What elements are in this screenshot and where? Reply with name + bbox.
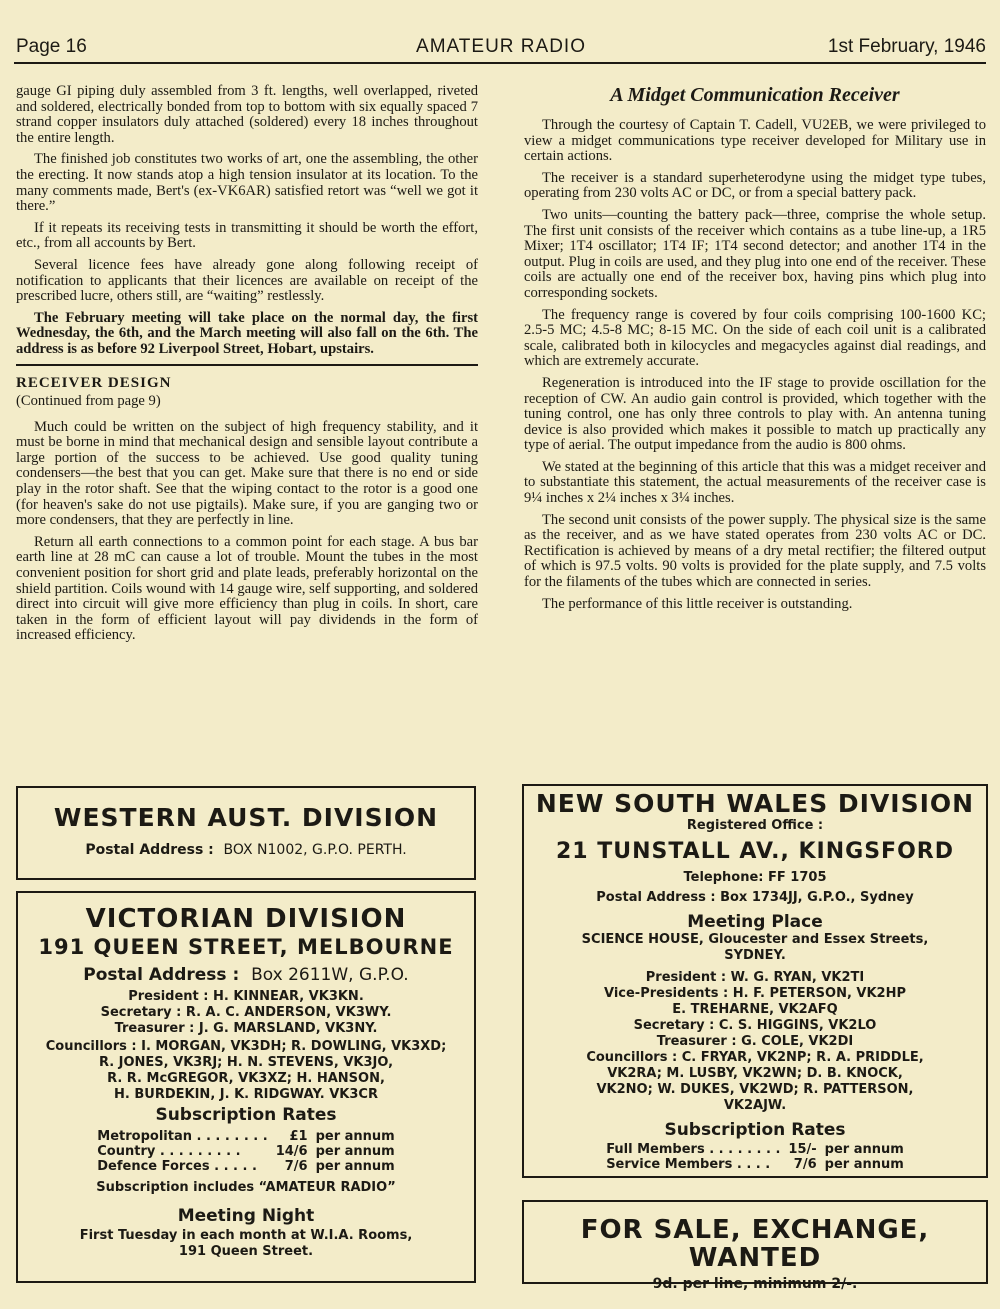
nsw-division-box bbox=[522, 784, 988, 1178]
section-divider bbox=[16, 364, 478, 366]
victorian-division-box bbox=[16, 891, 476, 1283]
telephone: Telephone: FF 1705 bbox=[683, 870, 827, 885]
paragraph: We stated at the beginning of this article that this was a midget receiver and to substantiate this statement, the actual measurements of the receiver case is 9¼ inches x 2¼ inches x 3¼ inches. bbox=[524, 458, 986, 507]
postal-address: Postal Address : Box 1734JJ, G.P.O., Sydney bbox=[596, 890, 914, 905]
president: President : W. G. RYAN, VK2TI bbox=[645, 970, 865, 985]
rate-value: 14/6 bbox=[275, 1144, 308, 1159]
subscription-heading: Subscription Rates bbox=[155, 1105, 337, 1125]
paragraph: Two units—counting the battery pack—three, comprise the whole setup. The first unit consists of the receiver which contains as a tube line-up, a 1R5 Mixer; 1T4 oscillator; 1T4 IF; 1T4 second detector; and another 1T4 in the output. Plug in coils are used, and they plug into one end of the receiver. These coils are actually one end of the receiver box, having pins which plug into corresponding sockets. bbox=[524, 206, 986, 301]
secretary: Secretary : C. S. HIGGINS, VK2LO bbox=[633, 1018, 877, 1033]
postal-label: Postal Address : bbox=[85, 842, 214, 858]
treasurer: Treasurer : J. G. MARSLAND, VK3NY. bbox=[114, 1021, 378, 1036]
councillors: H. BURDEKIN, J. K. RIDGWAY. VK3CR bbox=[114, 1087, 378, 1102]
paragraph: The receiver is a standard superheterodyne using the midget type tubes, operating from 230 volts AC or DC, or from a special battery pack. bbox=[524, 169, 986, 202]
vice-presidents: Vice-Presidents : H. F. PETERSON, VK2HP bbox=[603, 986, 907, 1001]
header-rule bbox=[14, 62, 986, 64]
councillors: Councillors : I. MORGAN, VK3DH; R. DOWLING, VK3XD; bbox=[45, 1039, 447, 1054]
division-title: VICTORIAN DIVISION bbox=[85, 904, 407, 934]
rate-row bbox=[93, 1144, 398, 1159]
councillors: R. R. McGREGOR, VK3XZ; H. HANSON, bbox=[107, 1071, 385, 1086]
rate-label: Service Members . . . . bbox=[606, 1157, 771, 1172]
postal-address bbox=[18, 842, 474, 858]
postal-address bbox=[18, 965, 474, 985]
for-sale-box bbox=[522, 1200, 988, 1292]
rate-value: £1 bbox=[289, 1129, 308, 1144]
postal-value: Box 2611W, G.P.O. bbox=[251, 965, 409, 985]
rate-label: Metropolitan . . . . . . . . bbox=[97, 1129, 268, 1144]
division-title: WESTERN AUST. DIVISION bbox=[53, 803, 439, 832]
vice-presidents: E. TREHARNE, VK2AFQ bbox=[672, 1002, 838, 1017]
councillors: Councillors : C. FRYAR, VK2NP; R. A. PRIDDLE, bbox=[586, 1050, 924, 1065]
section-heading: RECEIVER DESIGN bbox=[16, 374, 172, 391]
page-number: Page 16 bbox=[16, 36, 87, 57]
rate-unit: per annum bbox=[315, 1144, 395, 1159]
president: President : H. KINNEAR, VK3KN. bbox=[128, 989, 364, 1004]
rate-row bbox=[93, 1159, 398, 1174]
meeting-heading: Meeting Place bbox=[687, 912, 823, 932]
subscription-rates-table bbox=[93, 1129, 398, 1174]
rate-unit: per annum bbox=[824, 1157, 904, 1172]
secretary: Secretary : R. A. C. ANDERSON, VK3WY. bbox=[100, 1005, 392, 1020]
paragraph: Several licence fees have already gone along following receipt of notification to applicants that their licences are available on receipt of the prescribed lucre, others still, are “waiting” restlessly. bbox=[16, 256, 478, 305]
councillors: R. JONES, VK3RJ; H. N. STEVENS, VK3JO, bbox=[98, 1055, 394, 1070]
councillors: VK2RA; M. LUSBY, VK2WN; D. B. KNOCK, bbox=[607, 1066, 903, 1081]
councillors: VK2NO; W. DUKES, VK2WD; R. PATTERSON, bbox=[596, 1082, 914, 1097]
rate-label: Full Members . . . . . . . . bbox=[606, 1142, 781, 1157]
issue-date: 1st February, 1946 bbox=[827, 36, 986, 57]
division-street: 191 QUEEN STREET, MELBOURNE bbox=[38, 935, 454, 959]
subscription-includes: Subscription includes “AMATEUR RADIO” bbox=[96, 1180, 396, 1195]
classifieds-title: FOR SALE, EXCHANGE, WANTED bbox=[580, 1215, 930, 1273]
postal-label: Postal Address : bbox=[83, 965, 240, 985]
registered-office-label: Registered Office : bbox=[686, 818, 824, 833]
division-title: NEW SOUTH WALES DIVISION bbox=[535, 789, 975, 818]
paragraph: Much could be written on the subject of high frequency stability, and it must be borne in mind that mechanical design and sensible layout contribute a large portion of the success to be achieved. Use good quality tuning condensers—the best that you can get. Make sure that there is no end or side play in the rotor shaft. See that the wiping contact to the rotor is a good one (for heaven's sake do not use pigtails). Make sure, if you are ganging two or more condensers, that they are perfectly in line. bbox=[16, 418, 478, 529]
right-column bbox=[524, 84, 986, 618]
meeting-notice: The February meeting will take place on the normal day, the first Wednesday, the 6th, and the March meeting will also fall on the 6th. The address is as before 92 Liverpool Street, Hobart, upstairs. bbox=[16, 309, 478, 357]
meeting-info: First Tuesday in each month at W.I.A. Rooms, bbox=[79, 1228, 413, 1243]
meeting-heading: Meeting Night bbox=[177, 1206, 315, 1226]
meeting-info: SYDNEY. bbox=[724, 948, 786, 963]
paragraph: Return all earth connections to a common point for each stage. A bus bar earth line at 28 mC can cause a lot of trouble. Mount the tubes in the most convenient position for short grid and plate leads, preferably horizontal on the shield partition. Coils wound with 14 gauge wire, self supporting, and soldered direct into circuit will give more efficiency than plug in coils. In short, care taken in the form of efficient layout will pay dividends in the form of increased efficiency. bbox=[16, 533, 478, 644]
office-address: 21 TUNSTALL AV., KINGSFORD bbox=[555, 839, 954, 864]
rate-row bbox=[93, 1129, 398, 1144]
classifieds-rate: 9d. per line, minimum 2/-. bbox=[652, 1276, 858, 1292]
treasurer: Treasurer : G. COLE, VK2DI bbox=[656, 1034, 854, 1049]
rate-label: Country . . . . . . . . . bbox=[97, 1144, 241, 1159]
rate-value: 7/6 bbox=[284, 1159, 308, 1174]
rate-unit: per annum bbox=[315, 1159, 395, 1174]
article-title: A Midget Communication Receiver bbox=[610, 84, 900, 106]
rate-label: Defence Forces . . . . . bbox=[97, 1159, 257, 1174]
paragraph: The frequency range is covered by four coils comprising 100-1600 KC; 2.5-5 MC; 4.5-8 MC; 8-15 MC. On the side of each coil unit is a calibrated scale, calibrated both in kilocycles and megacycles against dial readings, and which are extremely accurate. bbox=[524, 306, 986, 370]
postal-value: BOX N1002, G.P.O. PERTH. bbox=[223, 842, 407, 858]
paragraph: Through the courtesy of Captain T. Cadell, VU2EB, we were privileged to view a midget communications type receiver developed for Military use in certain actions. bbox=[524, 117, 986, 165]
rate-unit: per annum bbox=[315, 1129, 395, 1144]
page-header bbox=[16, 36, 986, 60]
meeting-info: 191 Queen Street. bbox=[178, 1244, 314, 1259]
rate-value: 7/6 bbox=[793, 1157, 817, 1172]
paragraph: The second unit consists of the power supply. The physical size is the same as the receiver, and as we have stated operates from 230 volts AC or DC. Rectification is achieved by means of a dry metal rectifier; the filtered output of which is 97.5 volts. 90 volts is provided for the plate supply, and 7.5 volts for the filaments of the tubes which are connected in series. bbox=[524, 511, 986, 591]
paragraph: The performance of this little receiver is outstanding. bbox=[542, 595, 853, 612]
rate-value: 15/- bbox=[788, 1142, 817, 1157]
paragraph: gauge GI piping duly assembled from 3 ft. lengths, well overlapped, riveted and soldered, electrically bonded from top to bottom with six equally spaced 7 strand copper insulators duly attached (soldered) every 18 inches throughout the entire length. bbox=[16, 83, 478, 146]
rate-row bbox=[602, 1142, 908, 1157]
paragraph: Regeneration is introduced into the IF stage to provide oscillation for the reception of CW. An audio gain control is provided, which together with the tuning control, one has only three controls to play with. An antenna tuning device is also provided which makes it possible to match up practically any type of aerial. The output impedance from the audio is 800 ohms. bbox=[524, 374, 986, 454]
continued-note: (Continued from page 9) bbox=[16, 393, 161, 410]
left-column bbox=[16, 84, 478, 650]
rate-unit: per annum bbox=[824, 1142, 904, 1157]
western-aust-division-box bbox=[16, 786, 476, 880]
magazine-title: AMATEUR RADIO bbox=[416, 36, 586, 57]
paragraph: The finished job constitutes two works of art, one the assembling, the other the erecting. It now stands atop a high tension insulator at its location. To the many comments made, Bert's (ex-VK6AR) satisfied retort was “well we got it there.” bbox=[16, 151, 478, 215]
subscription-heading: Subscription Rates bbox=[664, 1120, 846, 1140]
subscription-rates-table bbox=[602, 1142, 908, 1172]
councillors: VK2AJW. bbox=[723, 1098, 787, 1113]
meeting-info: SCIENCE HOUSE, Gloucester and Essex Streets, bbox=[581, 932, 929, 947]
paragraph: If it repeats its receiving tests in transmitting it should be worth the effort, etc., from all accounts by Bert. bbox=[16, 219, 478, 252]
rate-row bbox=[602, 1157, 908, 1172]
